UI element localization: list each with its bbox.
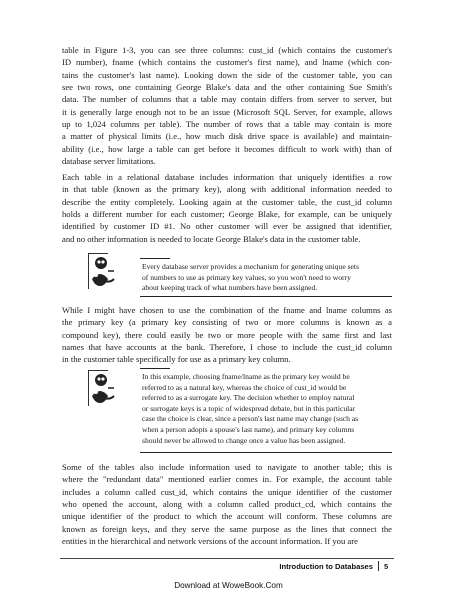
n2-line-5: case the choice is clear, since a person's last name may change (such as bbox=[142, 414, 359, 424]
p1-line-1: table in Figure 1-3, you can see three columns: cust_id (which contains the customer's bbox=[62, 45, 392, 55]
p1-line-9: ability (i.e., how large a table can get before it becomes difficult to work with) than of bbox=[62, 143, 392, 154]
p4-line-7: entities in the hierarchical and network versions of the account information. If you are bbox=[62, 536, 358, 547]
note-1-rule-top bbox=[140, 258, 170, 259]
p1-line-7: up to 1,024 columns per table). The number of rows that a table may contain is more bbox=[62, 119, 392, 130]
p4-line-5: unique identifier of the product to which the account will conform. These columns are bbox=[62, 511, 392, 522]
raccoon-tip-icon-2 bbox=[82, 366, 132, 410]
p1-line-3: tains the customer's last name). Looking down the side of the customer table, you can bbox=[62, 69, 392, 80]
footer-separator bbox=[378, 561, 379, 571]
note-1 bbox=[142, 262, 394, 294]
paragraph-2 bbox=[62, 171, 392, 245]
p4-line-2: where the "redundant data" mentioned earlier comes in. For example, the account table bbox=[62, 474, 392, 485]
page-number: 5 bbox=[384, 562, 389, 571]
n2-line-1: In this example, choosing fname/lname as the primary key would be bbox=[142, 372, 350, 381]
p1-line-10: database server limitations. bbox=[62, 156, 156, 167]
p1-line-6: it is generally large enough not to be an issue (Microsoft SQL Server, for example, allows bbox=[62, 106, 392, 117]
n2-line-6: when a person adopts a spouse's last name), and primary key columns bbox=[142, 424, 355, 434]
p4-line-6: known as foreign keys, and they serve the same purpose as the lines that connect the bbox=[62, 523, 392, 534]
p2-line-6: and no other information is needed to locate George Blake's data in the customer table. bbox=[62, 233, 361, 244]
p3-line-2: the primary key (a primary key consisting of two or more columns is known as a bbox=[62, 317, 392, 328]
download-watermark: Download at WoweBook.Com bbox=[174, 581, 283, 590]
p3-line-4: names that have accounts at the bank. Therefore, I chose to include the cust_id column bbox=[62, 342, 392, 353]
p1-line-2: ID number), fname (which contains the customer's first name), and lname (which con- bbox=[62, 57, 392, 68]
p4-line-4: who opened the account, along with a column called product_cd, which contains the bbox=[62, 499, 392, 510]
p2-line-2: in that table (known as the primary key), along with additional information needed to bbox=[62, 184, 392, 195]
n2-line-4: or surrogate keys is a topic of widespread debate, but in this particular bbox=[142, 403, 356, 413]
note-1-rule-bottom bbox=[140, 296, 392, 297]
n2-line-3: referred to as a surrogate key. The decision whether to employ natural bbox=[142, 393, 355, 403]
p4-line-1: Some of the tables also include information used to navigate to another table; this is bbox=[62, 462, 392, 472]
p2-line-5: identified by customer ID #1. No other customer will ever be assigned that identifier, bbox=[62, 221, 392, 232]
p3-line-5: in the customer table specifically for use as a primary key column. bbox=[62, 354, 291, 365]
p2-line-4: holds a different number for each customer; George Blake, for example, can be uniquely bbox=[62, 209, 392, 220]
raccoon-tip-icon bbox=[82, 249, 132, 293]
n2-line-2: referred to as a natural key, whereas the choice of cust_id would be bbox=[142, 382, 347, 392]
footer-section-title: Introduction to Databases bbox=[279, 562, 373, 571]
p3-line-3: compound key), there could easily be two or more people with the same first and last bbox=[62, 329, 392, 340]
n1-line-2: of numbers to use as primary key values, so you won't need to worry bbox=[142, 272, 351, 282]
p2-line-1: Each table in a relational database includes information that uniquely identifies a row bbox=[62, 172, 392, 182]
paragraph-3 bbox=[62, 304, 392, 366]
note-2-rule-bottom bbox=[140, 452, 392, 453]
n1-line-1: Every database server provides a mechanism for generating unique sets bbox=[142, 262, 359, 271]
p1-line-5: data. The number of columns that a table may contain differs from server to server, but bbox=[62, 94, 392, 105]
note-2-rule-top bbox=[140, 368, 170, 369]
paragraph-1 bbox=[62, 44, 392, 167]
paragraph-4 bbox=[62, 461, 392, 547]
n1-line-3: about keeping track of what numbers have been assigned. bbox=[142, 283, 318, 293]
p1-line-4: see two rows, one containing George Blake's data and the other containing Sue Smith's bbox=[62, 82, 392, 93]
p4-line-3: includes a column called cust_id, which contains the unique identifier of the customer bbox=[62, 486, 392, 497]
n2-line-7: should never be allowed to change once a value has been assigned. bbox=[142, 435, 346, 445]
note-2 bbox=[142, 372, 394, 446]
p2-line-3: describe the entity completely. Looking again at the customer table, the cust_id column bbox=[62, 196, 392, 207]
footer-rule bbox=[60, 558, 394, 559]
p3-line-1: While I might have chosen to use the combination of the fname and lname columns as bbox=[62, 305, 392, 315]
p1-line-8: a matter of physical limits (i.e., how much disk drive space is available) and maintain- bbox=[62, 131, 392, 142]
